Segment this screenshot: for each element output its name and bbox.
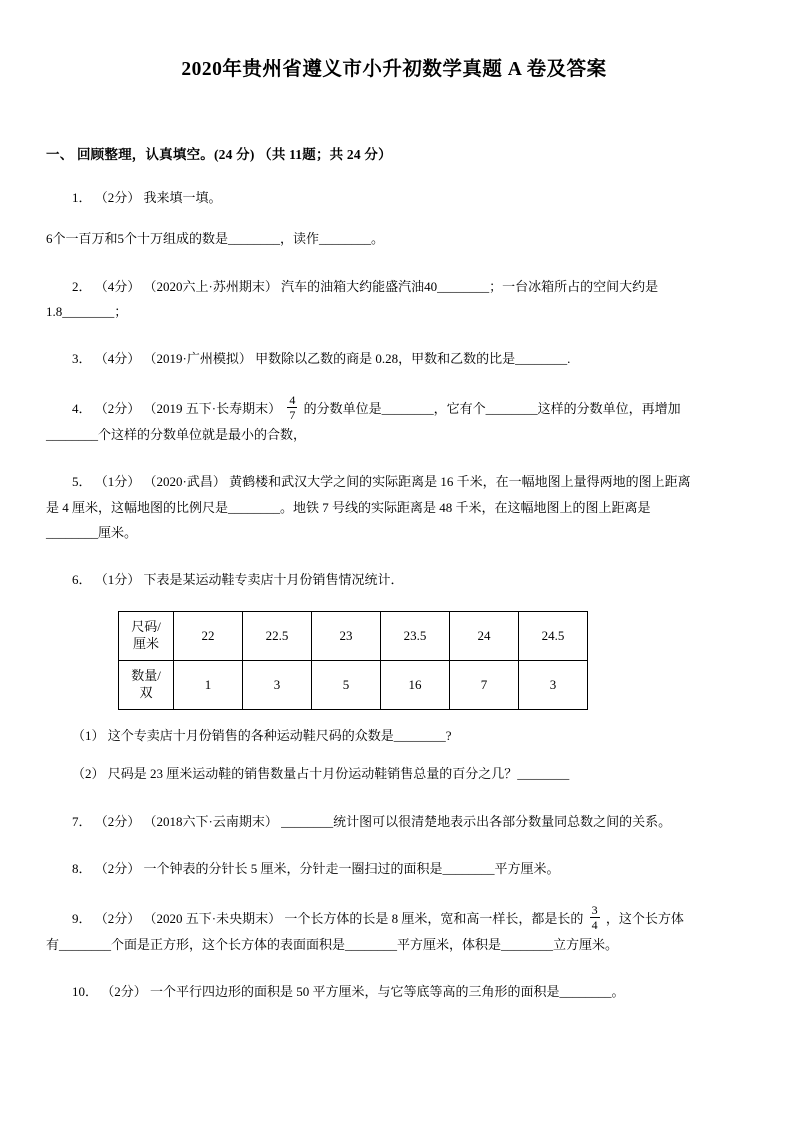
table-cell-count-5: 3 bbox=[519, 660, 588, 709]
question-3-number: 3． bbox=[72, 351, 92, 367]
question-8-number: 8． bbox=[72, 861, 92, 877]
question-1-number: 1． bbox=[72, 190, 92, 205]
table-header-count-line1: 数量/ bbox=[131, 668, 161, 684]
table-header-size bbox=[119, 611, 174, 660]
question-5 bbox=[46, 469, 742, 494]
page-title: 2020年贵州省遵义市小升初数学真题 A 卷及答案 bbox=[181, 59, 607, 80]
question-2-text-b-line bbox=[46, 299, 742, 324]
question-5-line2-text: 是 4 厘米，这幅地图的比例尺是________。地铁 7 号线的实际距离是 48 千米，在这幅地图上的图上距离是 bbox=[46, 499, 651, 515]
question-6-sub-2: （2） 尺码是 23 厘米运动鞋的销售数量占十月份运动鞋销售总量的百分之几？________ bbox=[72, 766, 570, 782]
question-4-number: 4． bbox=[72, 400, 92, 416]
table-cell-size-1: 22.5 bbox=[243, 611, 312, 660]
question-7-score: （2分） bbox=[94, 814, 141, 829]
question-10-score: （2分） bbox=[101, 984, 147, 1000]
sales-table-wrapper bbox=[46, 611, 742, 710]
question-6-stem: 下表是某运动鞋专卖店十月份销售情况统计． bbox=[143, 572, 404, 588]
table-cell-size-0: 22 bbox=[174, 611, 243, 660]
table-cell-count-0: 1 bbox=[174, 660, 243, 709]
question-4-source: （2019 五下·长寿期末） bbox=[143, 400, 282, 416]
table-cell-size-4: 24 bbox=[450, 611, 519, 660]
table-header-count bbox=[119, 660, 174, 709]
question-4-text-a: 的分数单位是________，它有个________这样的分数单位，再增加 bbox=[303, 400, 681, 416]
question-4-text-b-line bbox=[46, 422, 742, 447]
question-8-text: 一个钟表的分针长 5 厘米，分针走一圈扫过的面积是________平方厘米。 bbox=[143, 861, 560, 877]
table-header-count-line2: 双 bbox=[139, 684, 153, 700]
section-heading: 一、 回顾整理，认真填空。(24 分) （共 11题；共 24 分） bbox=[46, 147, 392, 162]
question-10-text: 一个平行四边形的面积是 50 平方厘米，与它等底等高的三角形的面积是________。 bbox=[150, 984, 625, 1000]
table-cell-count-1: 3 bbox=[243, 660, 312, 709]
question-2 bbox=[46, 274, 742, 299]
table-header-size-line2: 厘米 bbox=[132, 635, 159, 651]
table-header-size-line1: 尺码/ bbox=[131, 619, 161, 635]
table-cell-size-2: 23 bbox=[312, 611, 381, 660]
question-9-fraction-numerator: 3 bbox=[591, 902, 598, 917]
question-9-number: 9． bbox=[72, 910, 92, 926]
question-9-fraction bbox=[590, 904, 600, 932]
question-5-source: （2020·武昌） bbox=[143, 474, 226, 490]
question-7-text: ________统计图可以很清楚地表示出各部分数量同总数之间的关系。 bbox=[281, 814, 672, 829]
question-3 bbox=[46, 346, 742, 371]
question-1-body-text: 6个一百万和5个十万组成的数是________，读作________。 bbox=[46, 231, 385, 247]
question-4-fraction bbox=[287, 394, 297, 422]
question-7-source: （2018六下·云南期末） bbox=[143, 814, 278, 829]
question-9-source: （2020 五下·未央期末） bbox=[143, 910, 282, 926]
question-4-score: （2分） bbox=[94, 400, 141, 416]
table-row-counts bbox=[119, 660, 588, 709]
question-8-score: （2分） bbox=[94, 861, 141, 877]
question-5-line3 bbox=[46, 520, 742, 545]
table-cell-size-5: 24.5 bbox=[519, 611, 588, 660]
question-9 bbox=[46, 904, 742, 932]
question-9-fraction-denominator: 4 bbox=[591, 918, 598, 933]
question-1-stem: 我来填一填。 bbox=[143, 190, 222, 205]
question-6-score: （1分） bbox=[94, 572, 141, 588]
question-5-score: （1分） bbox=[94, 474, 141, 490]
question-5-number: 5． bbox=[72, 474, 92, 490]
question-10 bbox=[46, 979, 742, 1004]
question-6-number: 6． bbox=[72, 572, 92, 588]
question-9-text-b: ，这个长方体 bbox=[605, 910, 684, 926]
question-6 bbox=[46, 567, 742, 592]
question-2-score: （4分） bbox=[94, 278, 141, 294]
question-9-text-a: 一个长方体的长是 8 厘米，宽和高一样长，都是长的 bbox=[284, 910, 584, 926]
table-cell-size-3: 23.5 bbox=[381, 611, 450, 660]
question-1-score: （2分） bbox=[94, 190, 141, 205]
question-4 bbox=[46, 394, 742, 422]
question-6-sub-1: （1） 这个专卖店十月份销售的各种运动鞋尺码的众数是________? bbox=[72, 727, 452, 743]
question-1-body bbox=[46, 226, 742, 251]
question-5-line1: 黄鹤楼和武汉大学之间的实际距离是 16 千米，在一幅地图上量得两地的图上距离 bbox=[229, 474, 691, 490]
question-8 bbox=[46, 856, 742, 881]
table-cell-count-3: 16 bbox=[381, 660, 450, 709]
question-7-number: 7． bbox=[72, 814, 92, 829]
question-3-score: （4分） bbox=[94, 351, 141, 367]
question-9-text-c: 有________个面是正方形，这个长方体的表面面积是________平方厘米，体积是________立方厘米。 bbox=[46, 936, 619, 952]
question-4-text-b: ________个这样的分数单位就是最小的合数， bbox=[46, 426, 307, 442]
question-2-source: （2020六上·苏州期末） bbox=[143, 278, 278, 294]
question-1 bbox=[46, 185, 742, 210]
question-4-fraction-denominator: 7 bbox=[289, 408, 296, 423]
question-4-fraction-numerator: 4 bbox=[289, 392, 296, 407]
question-10-number: 10． bbox=[72, 984, 99, 1000]
table-row-sizes bbox=[119, 611, 588, 660]
sales-statistics-table bbox=[118, 611, 588, 710]
table-cell-count-2: 5 bbox=[312, 660, 381, 709]
question-9-text-c-line bbox=[46, 932, 742, 957]
question-2-text-a: 汽车的油箱大约能盛汽油40________；一台冰箱所占的空间大约是 bbox=[281, 278, 659, 294]
question-2-text-b: 1.8________； bbox=[46, 304, 128, 320]
table-cell-count-4: 7 bbox=[450, 660, 519, 709]
question-7 bbox=[46, 809, 742, 834]
question-2-number: 2． bbox=[72, 278, 92, 294]
question-3-text: 甲数除以乙数的商是 0.28，甲数和乙数的比是________. bbox=[255, 351, 571, 367]
question-9-score: （2分） bbox=[94, 910, 141, 926]
question-5-line2 bbox=[46, 495, 742, 520]
question-3-source: （2019·广州模拟） bbox=[143, 351, 252, 367]
question-5-line3-text: ________厘米。 bbox=[46, 524, 138, 540]
